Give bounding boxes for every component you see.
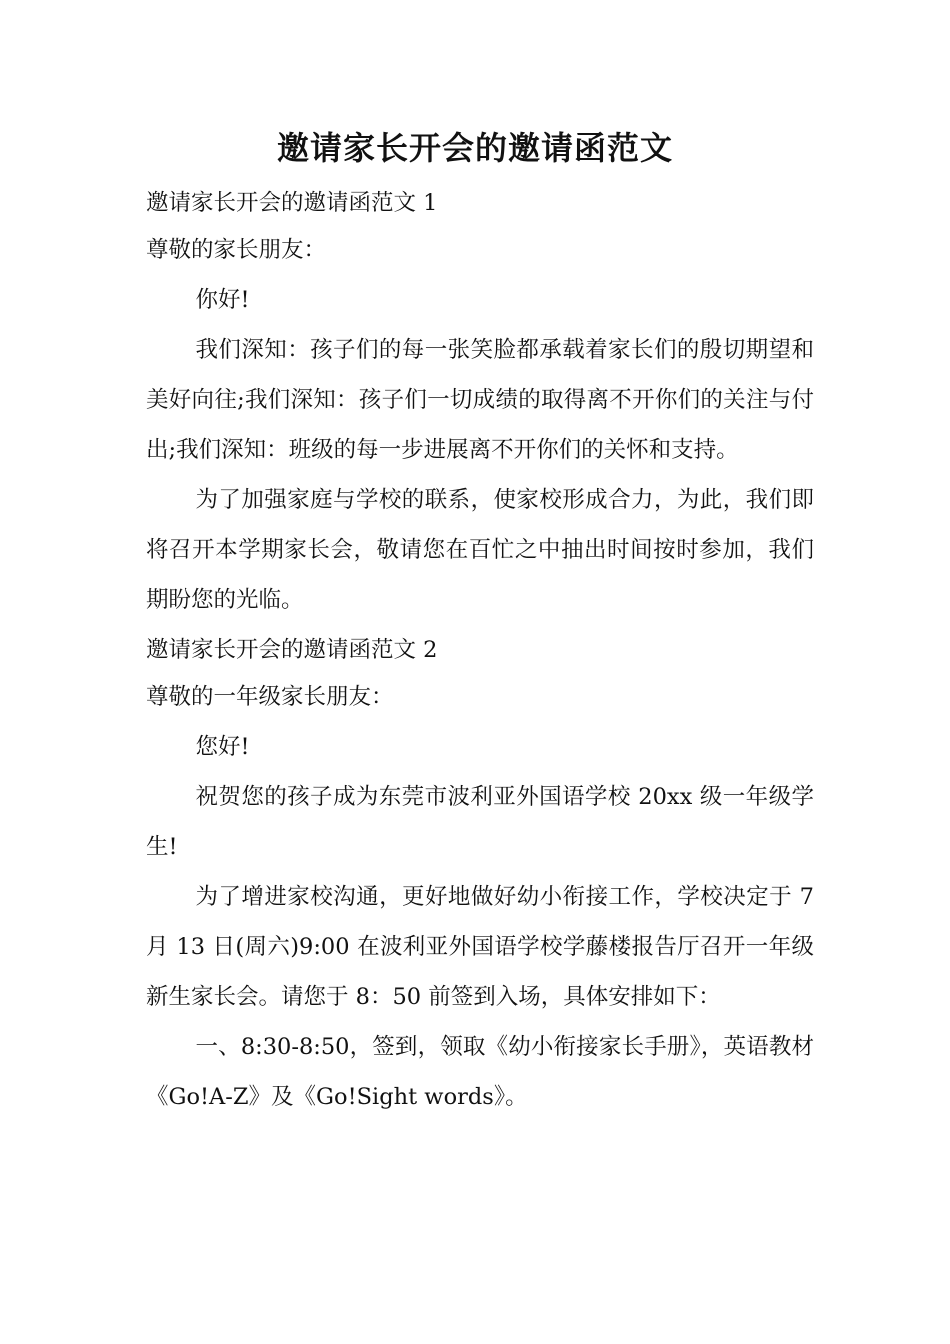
paragraph: 一、8:30-8:50，签到，领取《幼小衔接家长手册》，英语教材《Go!A-Z》及《Go!Sight words》。 [146, 1034, 814, 1110]
paragraph: 为了加强家庭与学校的联系，使家校形成合力，为此，我们即将召开本学期家长会，敬请您在百忙之中抽出时间按时参加，我们期盼您的光临。 [146, 487, 814, 613]
paragraph: 你好! [195, 287, 250, 313]
paragraph: 邀请家长开会的邀请函范文 2 [146, 637, 438, 663]
document-body [146, 178, 814, 1122]
paragraph: 您好! [195, 734, 250, 760]
paragraph: 尊敬的家长朋友： [146, 237, 327, 263]
document-title: 邀请家长开会的邀请函范文 [276, 129, 673, 167]
paragraph: 我们深知：孩子们的每一张笑脸都承载着家长们的殷切期望和美好向往;我们深知：孩子们一切成绩的取得离不开你们的关注与付出;我们深知：班级的每一步进展离不开你们的关怀和支持。 [146, 337, 814, 463]
paragraph: 邀请家长开会的邀请函范文 1 [146, 190, 438, 216]
paragraph: 为了增进家校沟通，更好地做好幼小衔接工作，学校决定于 7 月 13 日(周六)9:00 在波利亚外国语学校学藤楼报告厅召开一年级新生家长会。请您于 8：50 前签到入场，具体安排如下： [146, 884, 814, 1010]
paragraph: 祝贺您的孩子成为东莞市波利亚外国语学校 20xx 级一年级学生! [146, 784, 814, 860]
paragraph: 尊敬的一年级家长朋友： [146, 684, 394, 710]
